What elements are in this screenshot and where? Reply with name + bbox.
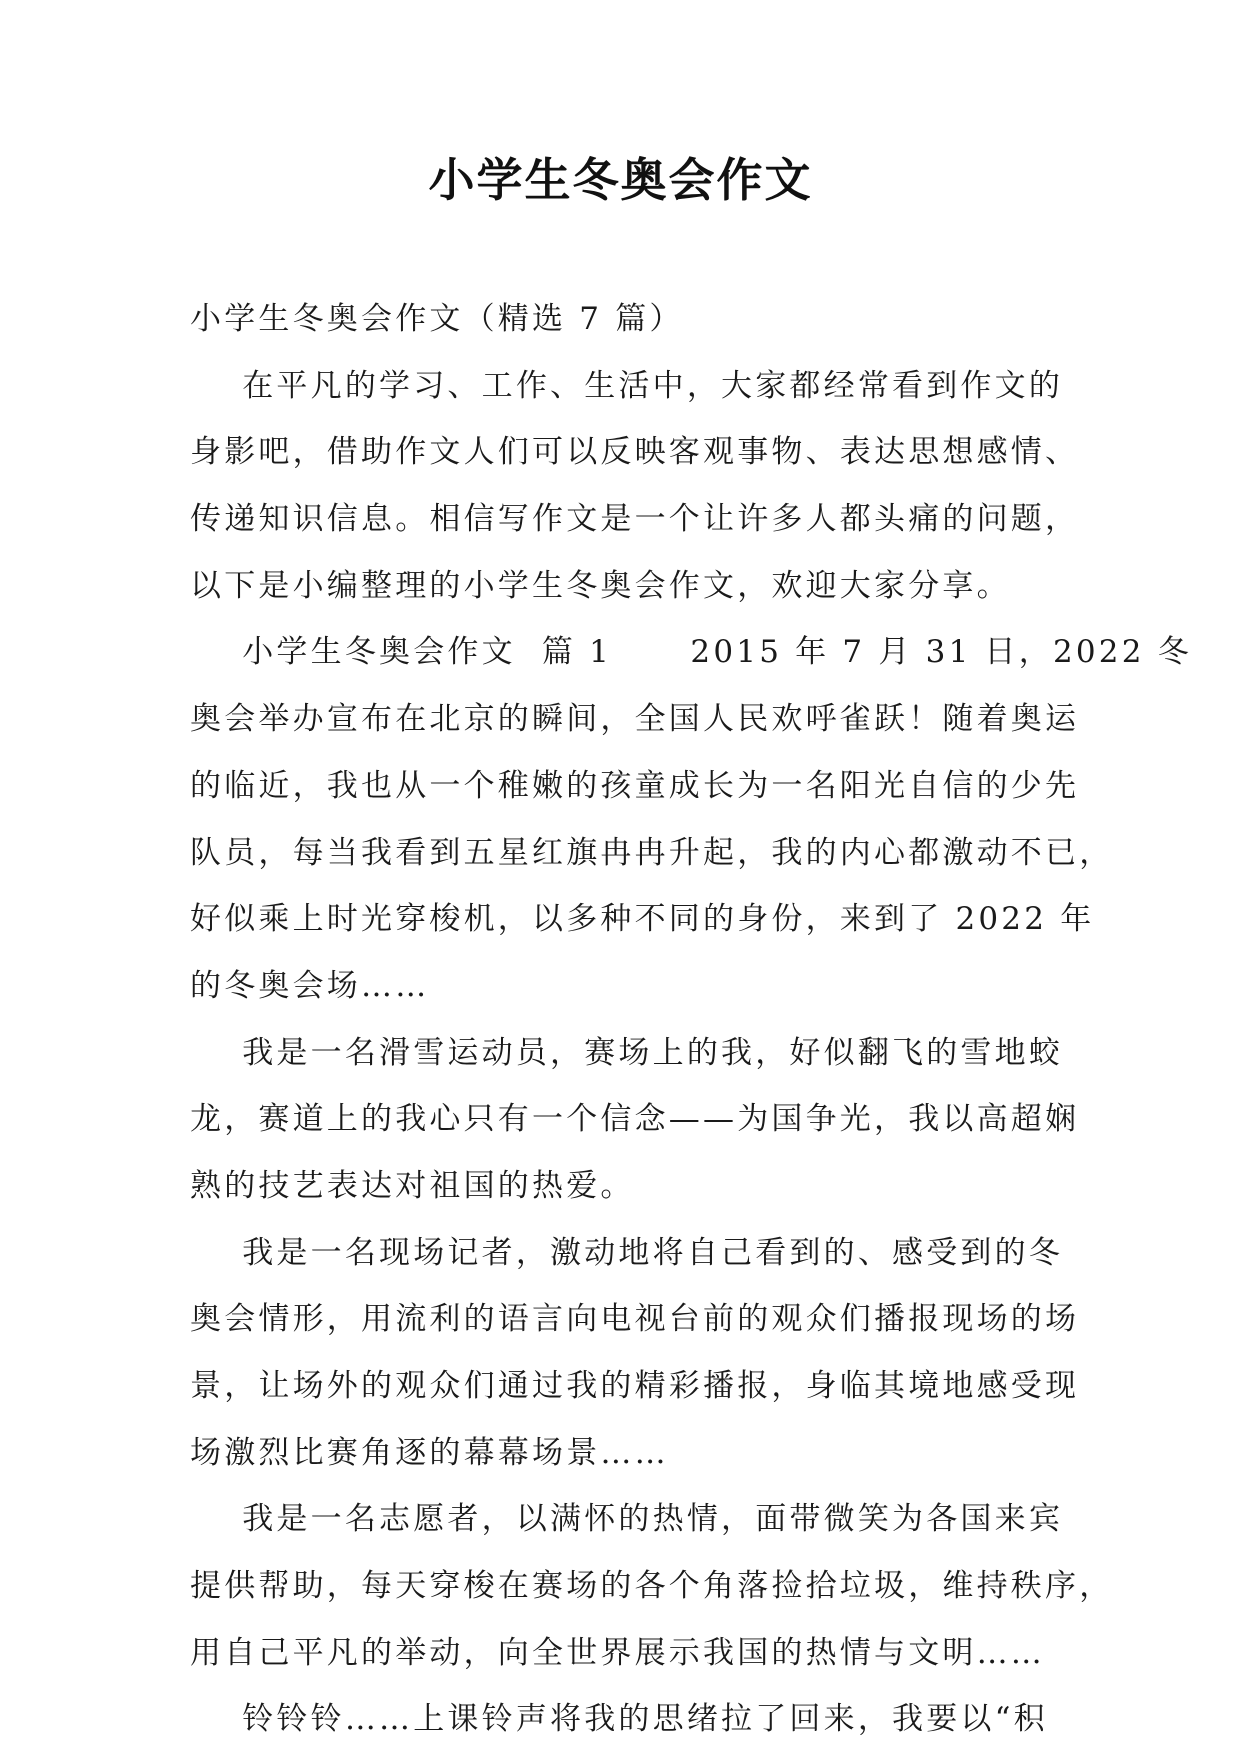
paragraph-line: 龙，赛道上的我心只有一个信念——为国争光，我以高超娴 <box>190 1101 1080 1138</box>
paragraph-line: 提供帮助，每天穿梭在赛场的各个角落捡拾垃圾，维持秩序， <box>190 1568 1114 1605</box>
paragraph-line: 好似乘上时光穿梭机，以多种不同的身份，来到了 2022 年 <box>190 901 1095 938</box>
paragraph-line: 的冬奥会场…… <box>190 967 430 1004</box>
paragraph-bell <box>190 1686 1058 1753</box>
paragraph-intro <box>190 353 1080 620</box>
paragraph-volunteer <box>190 1486 1114 1686</box>
paragraph-line: 身影吧，借助作文人们可以反映客观事物、表达思想感情、 <box>190 434 1080 471</box>
paragraph-line: 场激烈比赛角逐的幕幕场景…… <box>190 1434 669 1471</box>
paragraph-line: 奥会情形，用流利的语言向电视台前的观众们播报现场的场 <box>190 1301 1080 1338</box>
paragraph-line: 我是一名现场记者，激动地将自己看到的、感受到的冬 <box>190 1234 1064 1271</box>
paragraph-line: 队员，每当我看到五星红旗冉冉升起，我的内心都激动不已， <box>190 834 1114 871</box>
paragraph-line: 小学生冬奥会作文 篇 1 2015 年 7 月 31 日，2022 冬 <box>190 634 1192 671</box>
paragraph-line: 景，让场外的观众们通过我的精彩播报，身临其境地感受现 <box>190 1368 1080 1404</box>
document-title: 小学生冬奥会作文 <box>428 153 813 207</box>
document-body <box>190 286 1192 1753</box>
paragraph-line: 奥会举办宣布在北京的瞬间，全国人民欢呼雀跃！随着奥运 <box>190 701 1080 738</box>
paragraph-line: 以下是小编整理的小学生冬奥会作文，欢迎大家分享。 <box>190 567 1011 604</box>
paragraph-line: 铃铃铃……上课铃声将我的思绪拉了回来，我要以“积 <box>190 1701 1048 1738</box>
paragraph-skier <box>190 1020 1080 1220</box>
paragraph-essay-1-opening <box>190 619 1192 1019</box>
paragraph-line: 在平凡的学习、工作、生活中，大家都经常看到作文的 <box>190 367 1064 404</box>
paragraph-line: 用自己平凡的举动，向全世界展示我国的热情与文明…… <box>190 1634 1045 1671</box>
paragraph-line: 的临近，我也从一个稚嫩的孩童成长为一名阳光自信的少先 <box>190 767 1080 804</box>
paragraph-line: 我是一名滑雪运动员，赛场上的我，好似翻飞的雪地蛟 <box>190 1034 1064 1071</box>
paragraph-line: 熟的技艺表达对祖国的热爱。 <box>190 1167 635 1204</box>
paragraph-line: 我是一名志愿者，以满怀的热情，面带微笑为各国来宾 <box>190 1501 1064 1538</box>
paragraph-line: 传递知识信息。相信写作文是一个让许多人都头痛的问题， <box>190 501 1080 538</box>
document-subtitle: 小学生冬奥会作文（精选 7 篇） <box>190 301 684 337</box>
paragraph-reporter <box>190 1220 1080 1487</box>
